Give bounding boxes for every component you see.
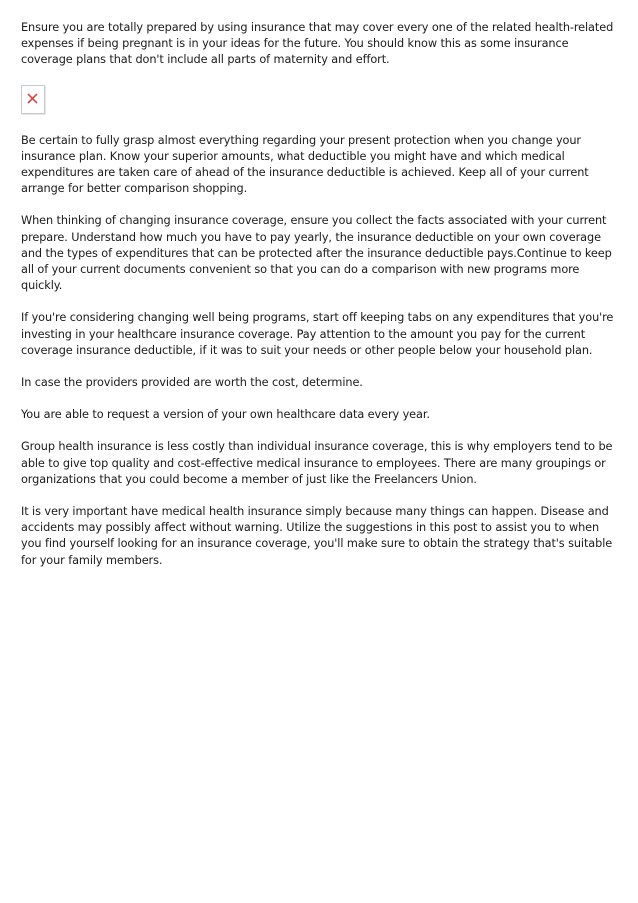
paragraph-7: Group health insurance is less costly than individual insurance coverage, this is why employers tend to be able to give top quality and cost-effective medical insurance to employees. There are many groupings or organizations that you could become a member of just like the Freelancers Union. [21,440,613,486]
paragraph-4: If you're considering changing well being programs, start off keeping tabs on any expenditures that you're investing in your healthcare insurance coverage. Pay attention to the amount you pay for the current coverage insurance deductible, if it was to suit your needs or other people below your household plan. [21,311,614,357]
broken-image-icon [27,93,38,104]
paragraph-3: When thinking of changing insurance coverage, ensure you collect the facts associated with your current prepare. Understand how much you have to pay yearly, the insurance deductible on your own coverage and the types of expenditures that can be protected after the insurance deductible pays.Continue to keep all of your current documents convenient so that you can do a comparison with new programs more quickly. [21,214,612,293]
paragraph-5: In case the providers provided are worth the cost, determine. [21,376,363,390]
paragraph-6: You are able to request a version of your own healthcare data every year. [21,408,430,422]
document-page [21,20,621,585]
paragraph-8: It is very important have medical health insurance simply because many things can happen. Disease and accidents may possibly affect without warning. Utilize the suggestions in this post to assist you to when you find yourself looking for an insurance coverage, you'll make sure to obtain the strategy that's suitable for your family members. [21,505,613,567]
broken-image-placeholder [21,85,45,114]
paragraph-1: Ensure you are totally prepared by using insurance that may cover every one of the related health-related expenses if being pregnant is in your ideas for the future. You should know this as some insurance coverage plans that don't include all parts of maternity and effort. [21,21,614,67]
paragraph-2: Be certain to fully grasp almost everything regarding your present protection when you change your insurance plan. Know your superior amounts, what deductible you might have and which medical expenditures are taken care of ahead of the insurance deductible is achieved. Keep all of your current arrange for better comparison shopping. [21,133,589,196]
